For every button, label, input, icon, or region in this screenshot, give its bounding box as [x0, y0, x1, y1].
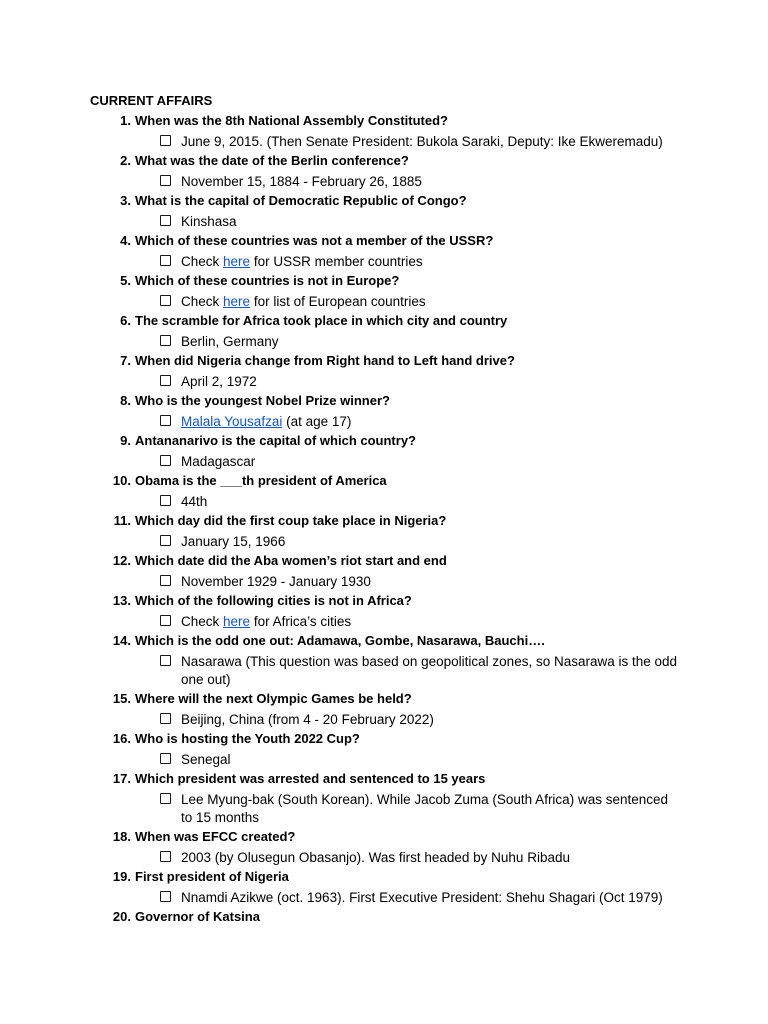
answer-text-part: Nasarawa (This question was based on geopolitical zones, so Nasarawa is the odd one out): [181, 654, 678, 687]
answer: [0, 132, 768, 152]
question-number: 9.: [120, 433, 131, 448]
answer: [0, 888, 768, 908]
question: [0, 152, 768, 172]
answer-text-part: for list of European countries: [250, 294, 426, 309]
question-text: Which of the following cities is not in Africa?: [135, 593, 412, 608]
answer: [0, 750, 768, 770]
checkbox-icon[interactable]: [160, 575, 171, 586]
list-item: [0, 272, 768, 312]
answer-text-part: Beijing, China (from 4 - 20 February 2022): [181, 712, 434, 727]
answer: [0, 332, 768, 352]
question: [0, 512, 768, 532]
answer-text: [181, 452, 681, 472]
answer: [0, 612, 768, 632]
question-text: Governor of Katsina: [135, 909, 260, 924]
question-number: 11.: [113, 513, 131, 528]
answer-text-part: (at age 17): [282, 414, 352, 429]
answer-text-part: Berlin, Germany: [181, 334, 279, 349]
question: [0, 770, 768, 790]
answer-text: [181, 848, 681, 868]
list-item: [0, 690, 768, 730]
checkbox-icon[interactable]: [160, 335, 171, 346]
answer-text: [181, 790, 681, 828]
list-item: [0, 632, 768, 690]
checkbox-icon[interactable]: [160, 215, 171, 226]
checkbox-icon[interactable]: [160, 891, 171, 902]
answer: [0, 372, 768, 392]
checkbox-icon[interactable]: [160, 753, 171, 764]
answer-text-part: January 15, 1966: [181, 534, 286, 549]
list-item: [0, 730, 768, 770]
question: [0, 232, 768, 252]
answer-text-part: Madagascar: [181, 454, 256, 469]
question-number: 6.: [120, 313, 131, 328]
question: [0, 868, 768, 888]
checkbox-icon[interactable]: [160, 851, 171, 862]
answer: [0, 212, 768, 232]
question-text: What is the capital of Democratic Republic of Congo?: [135, 193, 467, 208]
answer-text: [181, 132, 681, 152]
list-item: [0, 112, 768, 152]
answer-text: [181, 292, 681, 312]
question-text: When did Nigeria change from Right hand to Left hand drive?: [135, 353, 515, 368]
answer-text-part: 44th: [181, 494, 208, 509]
answer-text-part: 2003 (by Olusegun Obasanjo). Was first headed by Nuhu Ribadu: [181, 850, 570, 865]
list-item: [0, 352, 768, 392]
list-item: [0, 312, 768, 352]
list-item: [0, 828, 768, 868]
answer: [0, 790, 768, 828]
answer-text: [181, 612, 681, 632]
checkbox-icon[interactable]: [160, 255, 171, 266]
answer-text: [181, 252, 681, 272]
answer-text-part: Kinshasa: [181, 214, 237, 229]
checkbox-icon[interactable]: [160, 415, 171, 426]
question-number: 2.: [120, 153, 131, 168]
answer-text-part: Nnamdi Azikwe (oct. 1963). First Executive President: Shehu Shagari (Oct 1979): [181, 890, 663, 905]
question-number: 1.: [120, 113, 131, 128]
answer-text: [181, 372, 681, 392]
answer: [0, 848, 768, 868]
answer-text-part: Check: [181, 614, 224, 629]
answer-text: [181, 888, 681, 908]
question-text: Who is the youngest Nobel Prize winner?: [135, 393, 390, 408]
answer: [0, 572, 768, 592]
question: [0, 730, 768, 750]
checkbox-icon[interactable]: [160, 295, 171, 306]
question-number: 17.: [112, 771, 131, 786]
question-text: Which of these countries was not a member of the USSR?: [135, 233, 494, 248]
answer-text: [181, 332, 681, 352]
question-number: 10.: [112, 473, 131, 488]
answer-text-part: for USSR member countries: [250, 254, 423, 269]
question-text: Which date did the Aba women’s riot start and end: [135, 553, 447, 568]
question: [0, 432, 768, 452]
question-number: 5.: [120, 273, 131, 288]
question: [0, 472, 768, 492]
list-item: [0, 152, 768, 192]
checkbox-icon[interactable]: [160, 175, 171, 186]
answer-text: [181, 532, 681, 552]
question: [0, 392, 768, 412]
answer-text: [181, 572, 681, 592]
answer-text: [181, 412, 681, 432]
question: [0, 592, 768, 612]
question-number: 16.: [112, 731, 131, 746]
question: [0, 690, 768, 710]
list-item: [0, 770, 768, 828]
question-number: 15.: [112, 691, 131, 706]
question-number: 4.: [120, 233, 131, 248]
answer: [0, 652, 768, 690]
checkbox-icon[interactable]: [160, 495, 171, 506]
answer-link[interactable]: Malala Yousafzai: [181, 414, 283, 429]
question-number: 13.: [112, 593, 131, 608]
question-number: 20.: [112, 909, 131, 924]
question-text: The scramble for Africa took place in which city and country: [135, 313, 508, 328]
answer-text-part: November 1929 - January 1930: [181, 574, 371, 589]
list-item: [0, 392, 768, 432]
answer-text: [181, 212, 681, 232]
answer-text: [181, 492, 681, 512]
document-title: CURRENT AFFAIRS: [90, 93, 213, 108]
question-text: Where will the next Olympic Games be held?: [135, 691, 412, 706]
answer-text-part: June 9, 2015. (Then Senate President: Bukola Saraki, Deputy: Ike Ekweremadu): [181, 134, 663, 149]
question-text: Who is hosting the Youth 2022 Cup?: [135, 731, 360, 746]
answer-text: [181, 652, 681, 690]
question-text: When was EFCC created?: [135, 829, 296, 844]
question-text: Which is the odd one out: Adamawa, Gombe, Nasarawa, Bauchi….: [135, 633, 545, 648]
question-text: Obama is the ___th president of America: [135, 473, 387, 488]
checkbox-icon[interactable]: [160, 793, 171, 804]
question-number: 7.: [120, 353, 131, 368]
checkbox-icon[interactable]: [160, 455, 171, 466]
answer: [0, 412, 768, 432]
answer-text: [181, 750, 681, 770]
list-item: [0, 192, 768, 232]
answer-link[interactable]: here: [223, 254, 251, 269]
list-item: [0, 232, 768, 272]
answer-text-part: Check: [181, 254, 224, 269]
question-list: [0, 112, 768, 928]
answer-text-part: April 2, 1972: [181, 374, 257, 389]
checkbox-icon[interactable]: [160, 713, 171, 724]
checkbox-icon[interactable]: [160, 535, 171, 546]
list-item: [0, 432, 768, 472]
question-text: First president of Nigeria: [135, 869, 289, 884]
question-text: Which president was arrested and sentenced to 15 years: [135, 771, 486, 786]
list-item: [0, 592, 768, 632]
list-item: [0, 868, 768, 908]
question-number: 19.: [112, 869, 131, 884]
question: [0, 312, 768, 332]
question: [0, 112, 768, 132]
answer: [0, 252, 768, 272]
question: [0, 552, 768, 572]
question: [0, 352, 768, 372]
question: [0, 632, 768, 652]
list-item: [0, 908, 768, 928]
list-item: [0, 472, 768, 512]
checkbox-icon[interactable]: [160, 135, 171, 146]
answer-text-part: November 15, 1884 - February 26, 1885: [181, 174, 422, 189]
answer-text-part: Check: [181, 294, 224, 309]
question-number: 12.: [112, 553, 131, 568]
question-number: 3.: [120, 193, 131, 208]
answer: [0, 452, 768, 472]
question: [0, 272, 768, 292]
question-number: 8.: [120, 393, 131, 408]
list-item: [0, 552, 768, 592]
question-number: 14.: [112, 633, 131, 648]
answer-text: [181, 172, 681, 192]
question-text: Which day did the first coup take place in Nigeria?: [135, 513, 447, 528]
question-text: Antananarivo is the capital of which country?: [135, 433, 416, 448]
answer: [0, 292, 768, 312]
checkbox-icon[interactable]: [160, 375, 171, 386]
answer-text-part: for Africa’s cities: [250, 614, 352, 629]
question: [0, 828, 768, 848]
checkbox-icon[interactable]: [160, 655, 171, 666]
question: [0, 192, 768, 212]
question-text: When was the 8th National Assembly Constituted?: [135, 113, 448, 128]
answer-text-part: Lee Myung-bak (South Korean). While Jacob Zuma (South Africa) was sentenced to 15 months: [181, 792, 668, 825]
answer: [0, 532, 768, 552]
answer-link[interactable]: here: [223, 614, 251, 629]
answer: [0, 492, 768, 512]
question: [0, 908, 768, 928]
question-text: What was the date of the Berlin conference?: [135, 153, 409, 168]
checkbox-icon[interactable]: [160, 615, 171, 626]
answer: [0, 710, 768, 730]
list-item: [0, 512, 768, 552]
answer-link[interactable]: here: [223, 294, 251, 309]
question-text: Which of these countries is not in Europe?: [135, 273, 400, 288]
question-number: 18.: [112, 829, 131, 844]
answer-text: [181, 710, 681, 730]
answer: [0, 172, 768, 192]
answer-text-part: Senegal: [181, 752, 231, 767]
